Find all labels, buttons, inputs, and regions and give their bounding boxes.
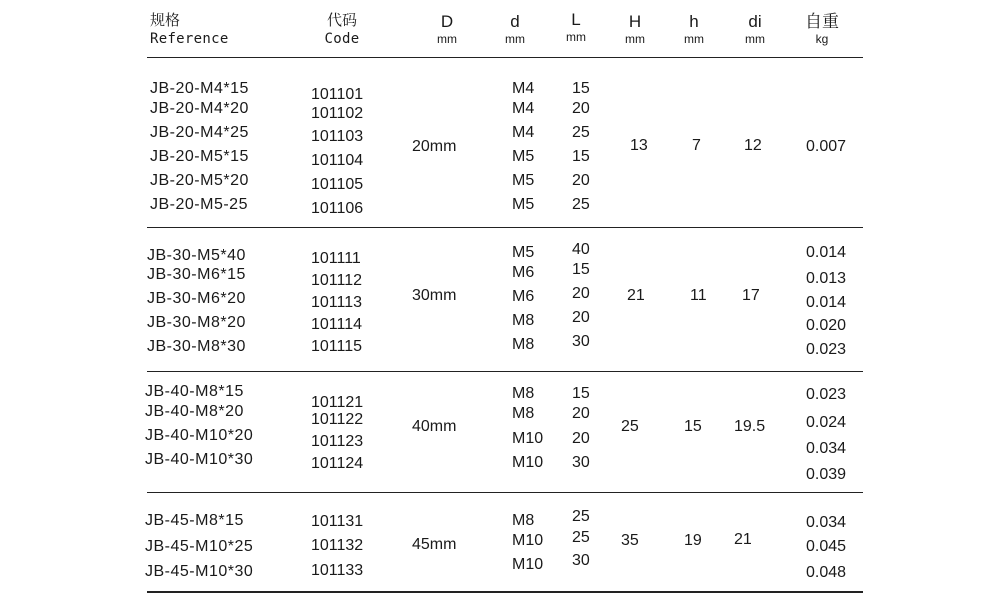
weight-cell: 0.014 bbox=[806, 244, 847, 261]
header-L-unit: mm bbox=[566, 30, 586, 44]
ref-cell: JB-20-M4*25 bbox=[150, 124, 249, 141]
weight-cell: 0.007 bbox=[806, 138, 847, 155]
d-cell: M10 bbox=[512, 454, 544, 471]
d-cell: M8 bbox=[512, 405, 535, 422]
code-cell: 101121 bbox=[311, 394, 364, 411]
code-cell: 101101 bbox=[311, 86, 364, 103]
d-cell: M8 bbox=[512, 336, 535, 353]
header-rule bbox=[147, 57, 863, 58]
header-code-en: Code bbox=[324, 31, 360, 47]
D-cell: 30mm bbox=[412, 287, 457, 304]
H-cell: 25 bbox=[621, 418, 639, 435]
code-cell: 101115 bbox=[311, 338, 363, 355]
di-cell: 17 bbox=[742, 287, 760, 304]
d-cell: M5 bbox=[512, 244, 535, 261]
H-cell: 21 bbox=[627, 287, 645, 304]
L-cell: 25 bbox=[572, 529, 590, 546]
code-cell: 101131 bbox=[311, 513, 364, 530]
ref-cell: JB-20-M5*15 bbox=[150, 148, 249, 165]
d-cell: M5 bbox=[512, 148, 535, 165]
weight-cell: 0.023 bbox=[806, 386, 847, 403]
ref-cell: JB-45-M10*30 bbox=[145, 563, 254, 580]
d-cell: M8 bbox=[512, 312, 535, 329]
D-cell: 45mm bbox=[412, 536, 457, 553]
D-cell: 20mm bbox=[412, 138, 457, 155]
header-weight bbox=[802, 12, 842, 46]
L-cell: 25 bbox=[572, 508, 590, 525]
header-d-label: d bbox=[510, 12, 520, 31]
d-cell: M10 bbox=[512, 532, 544, 549]
ref-cell: JB-20-M5-25 bbox=[150, 196, 248, 213]
code-cell: 101132 bbox=[311, 537, 364, 554]
header-H bbox=[620, 12, 650, 46]
header-h bbox=[679, 12, 709, 46]
code-cell: 101103 bbox=[311, 128, 364, 145]
header-d-unit: mm bbox=[505, 32, 525, 46]
di-cell: 21 bbox=[734, 531, 752, 548]
header-D-label: D bbox=[440, 12, 454, 31]
L-cell: 15 bbox=[572, 148, 590, 165]
ref-cell: JB-30-M8*30 bbox=[147, 338, 246, 355]
d-cell: M4 bbox=[512, 80, 535, 97]
ref-cell: JB-30-M8*20 bbox=[147, 314, 246, 331]
header-code-cn: 代码 bbox=[326, 12, 357, 29]
header-reference bbox=[150, 12, 229, 48]
d-cell: M5 bbox=[512, 172, 535, 189]
L-cell: 20 bbox=[572, 172, 590, 189]
d-cell: M10 bbox=[512, 556, 544, 573]
d-cell: M6 bbox=[512, 288, 535, 305]
d-cell: M5 bbox=[512, 196, 535, 213]
L-cell: 25 bbox=[572, 124, 590, 141]
ref-cell: JB-30-M6*20 bbox=[147, 290, 246, 307]
code-cell: 101102 bbox=[311, 105, 364, 122]
code-cell: 101124 bbox=[311, 455, 364, 472]
ref-cell: JB-20-M4*20 bbox=[150, 100, 249, 117]
code-cell: 101122 bbox=[311, 411, 364, 428]
L-cell: 20 bbox=[572, 100, 590, 117]
L-cell: 30 bbox=[572, 454, 590, 471]
ref-cell: JB-40-M8*20 bbox=[145, 403, 244, 420]
h-cell: 15 bbox=[684, 418, 702, 435]
di-cell: 12 bbox=[744, 137, 762, 154]
H-cell: 35 bbox=[621, 532, 639, 549]
table-bottom-rule bbox=[147, 591, 863, 593]
L-cell: 15 bbox=[572, 261, 590, 278]
header-di-unit: mm bbox=[745, 32, 765, 46]
header-di-label: di bbox=[748, 12, 762, 31]
H-cell: 13 bbox=[630, 137, 648, 154]
d-cell: M8 bbox=[512, 512, 535, 529]
ref-cell: JB-40-M10*20 bbox=[145, 427, 254, 444]
header-h-unit: mm bbox=[684, 32, 704, 46]
weight-cell: 0.020 bbox=[806, 317, 847, 334]
d-cell: M6 bbox=[512, 264, 535, 281]
weight-cell: 0.013 bbox=[806, 270, 847, 287]
L-cell: 15 bbox=[572, 385, 590, 402]
group-divider bbox=[147, 227, 863, 228]
code-cell: 101114 bbox=[311, 316, 363, 333]
ref-cell: JB-20-M4*15 bbox=[150, 80, 249, 97]
di-cell: 19.5 bbox=[734, 418, 766, 435]
weight-cell: 0.034 bbox=[806, 514, 847, 531]
weight-cell: 0.014 bbox=[806, 294, 847, 311]
code-cell: 101106 bbox=[311, 200, 364, 217]
weight-cell: 0.045 bbox=[806, 538, 847, 555]
ref-cell: JB-30-M6*15 bbox=[147, 266, 246, 283]
ref-cell: JB-30-M5*40 bbox=[147, 247, 246, 264]
L-cell: 30 bbox=[572, 552, 590, 569]
code-cell: 101123 bbox=[311, 433, 364, 450]
header-L-label: L bbox=[571, 10, 581, 29]
header-h-label: h bbox=[689, 12, 699, 31]
L-cell: 20 bbox=[572, 430, 590, 447]
header-H-unit: mm bbox=[625, 32, 645, 46]
header-reference-en: Reference bbox=[150, 31, 229, 47]
weight-cell: 0.039 bbox=[806, 466, 847, 483]
L-cell: 20 bbox=[572, 285, 590, 302]
L-cell: 20 bbox=[572, 309, 590, 326]
code-cell: 101113 bbox=[311, 294, 363, 311]
d-cell: M8 bbox=[512, 385, 535, 402]
header-D bbox=[432, 12, 462, 46]
header-reference-cn: 规格 bbox=[150, 12, 181, 29]
header-H-label: H bbox=[628, 12, 642, 31]
d-cell: M4 bbox=[512, 100, 535, 117]
ref-cell: JB-40-M10*30 bbox=[145, 451, 254, 468]
code-cell: 101104 bbox=[311, 152, 364, 169]
code-cell: 101133 bbox=[311, 562, 364, 579]
ref-cell: JB-45-M8*15 bbox=[145, 512, 244, 529]
d-cell: M4 bbox=[512, 124, 535, 141]
weight-cell: 0.024 bbox=[806, 414, 847, 431]
code-cell: 101111 bbox=[311, 250, 361, 267]
L-cell: 40 bbox=[572, 241, 590, 258]
header-di bbox=[740, 12, 770, 46]
h-cell: 19 bbox=[684, 532, 702, 549]
header-d bbox=[500, 12, 530, 46]
header-D-unit: mm bbox=[437, 32, 457, 46]
d-cell: M10 bbox=[512, 430, 544, 447]
D-cell: 40mm bbox=[412, 418, 457, 435]
h-cell: 7 bbox=[692, 137, 701, 154]
ref-cell: JB-20-M5*20 bbox=[150, 172, 249, 189]
code-cell: 101112 bbox=[311, 272, 363, 289]
ref-cell: JB-40-M8*15 bbox=[145, 383, 244, 400]
header-weight-cn: 自重 bbox=[805, 12, 839, 31]
group-divider bbox=[147, 492, 863, 493]
L-cell: 20 bbox=[572, 405, 590, 422]
weight-cell: 0.023 bbox=[806, 341, 847, 358]
header-L bbox=[561, 10, 591, 44]
L-cell: 25 bbox=[572, 196, 590, 213]
header-code bbox=[312, 12, 372, 48]
group-divider bbox=[147, 371, 863, 372]
L-cell: 30 bbox=[572, 333, 590, 350]
L-cell: 15 bbox=[572, 80, 590, 97]
code-cell: 101105 bbox=[311, 176, 364, 193]
weight-cell: 0.048 bbox=[806, 564, 847, 581]
h-cell: 11 bbox=[690, 287, 707, 304]
ref-cell: JB-45-M10*25 bbox=[145, 538, 254, 555]
header-weight-unit: kg bbox=[815, 32, 829, 46]
weight-cell: 0.034 bbox=[806, 440, 847, 457]
